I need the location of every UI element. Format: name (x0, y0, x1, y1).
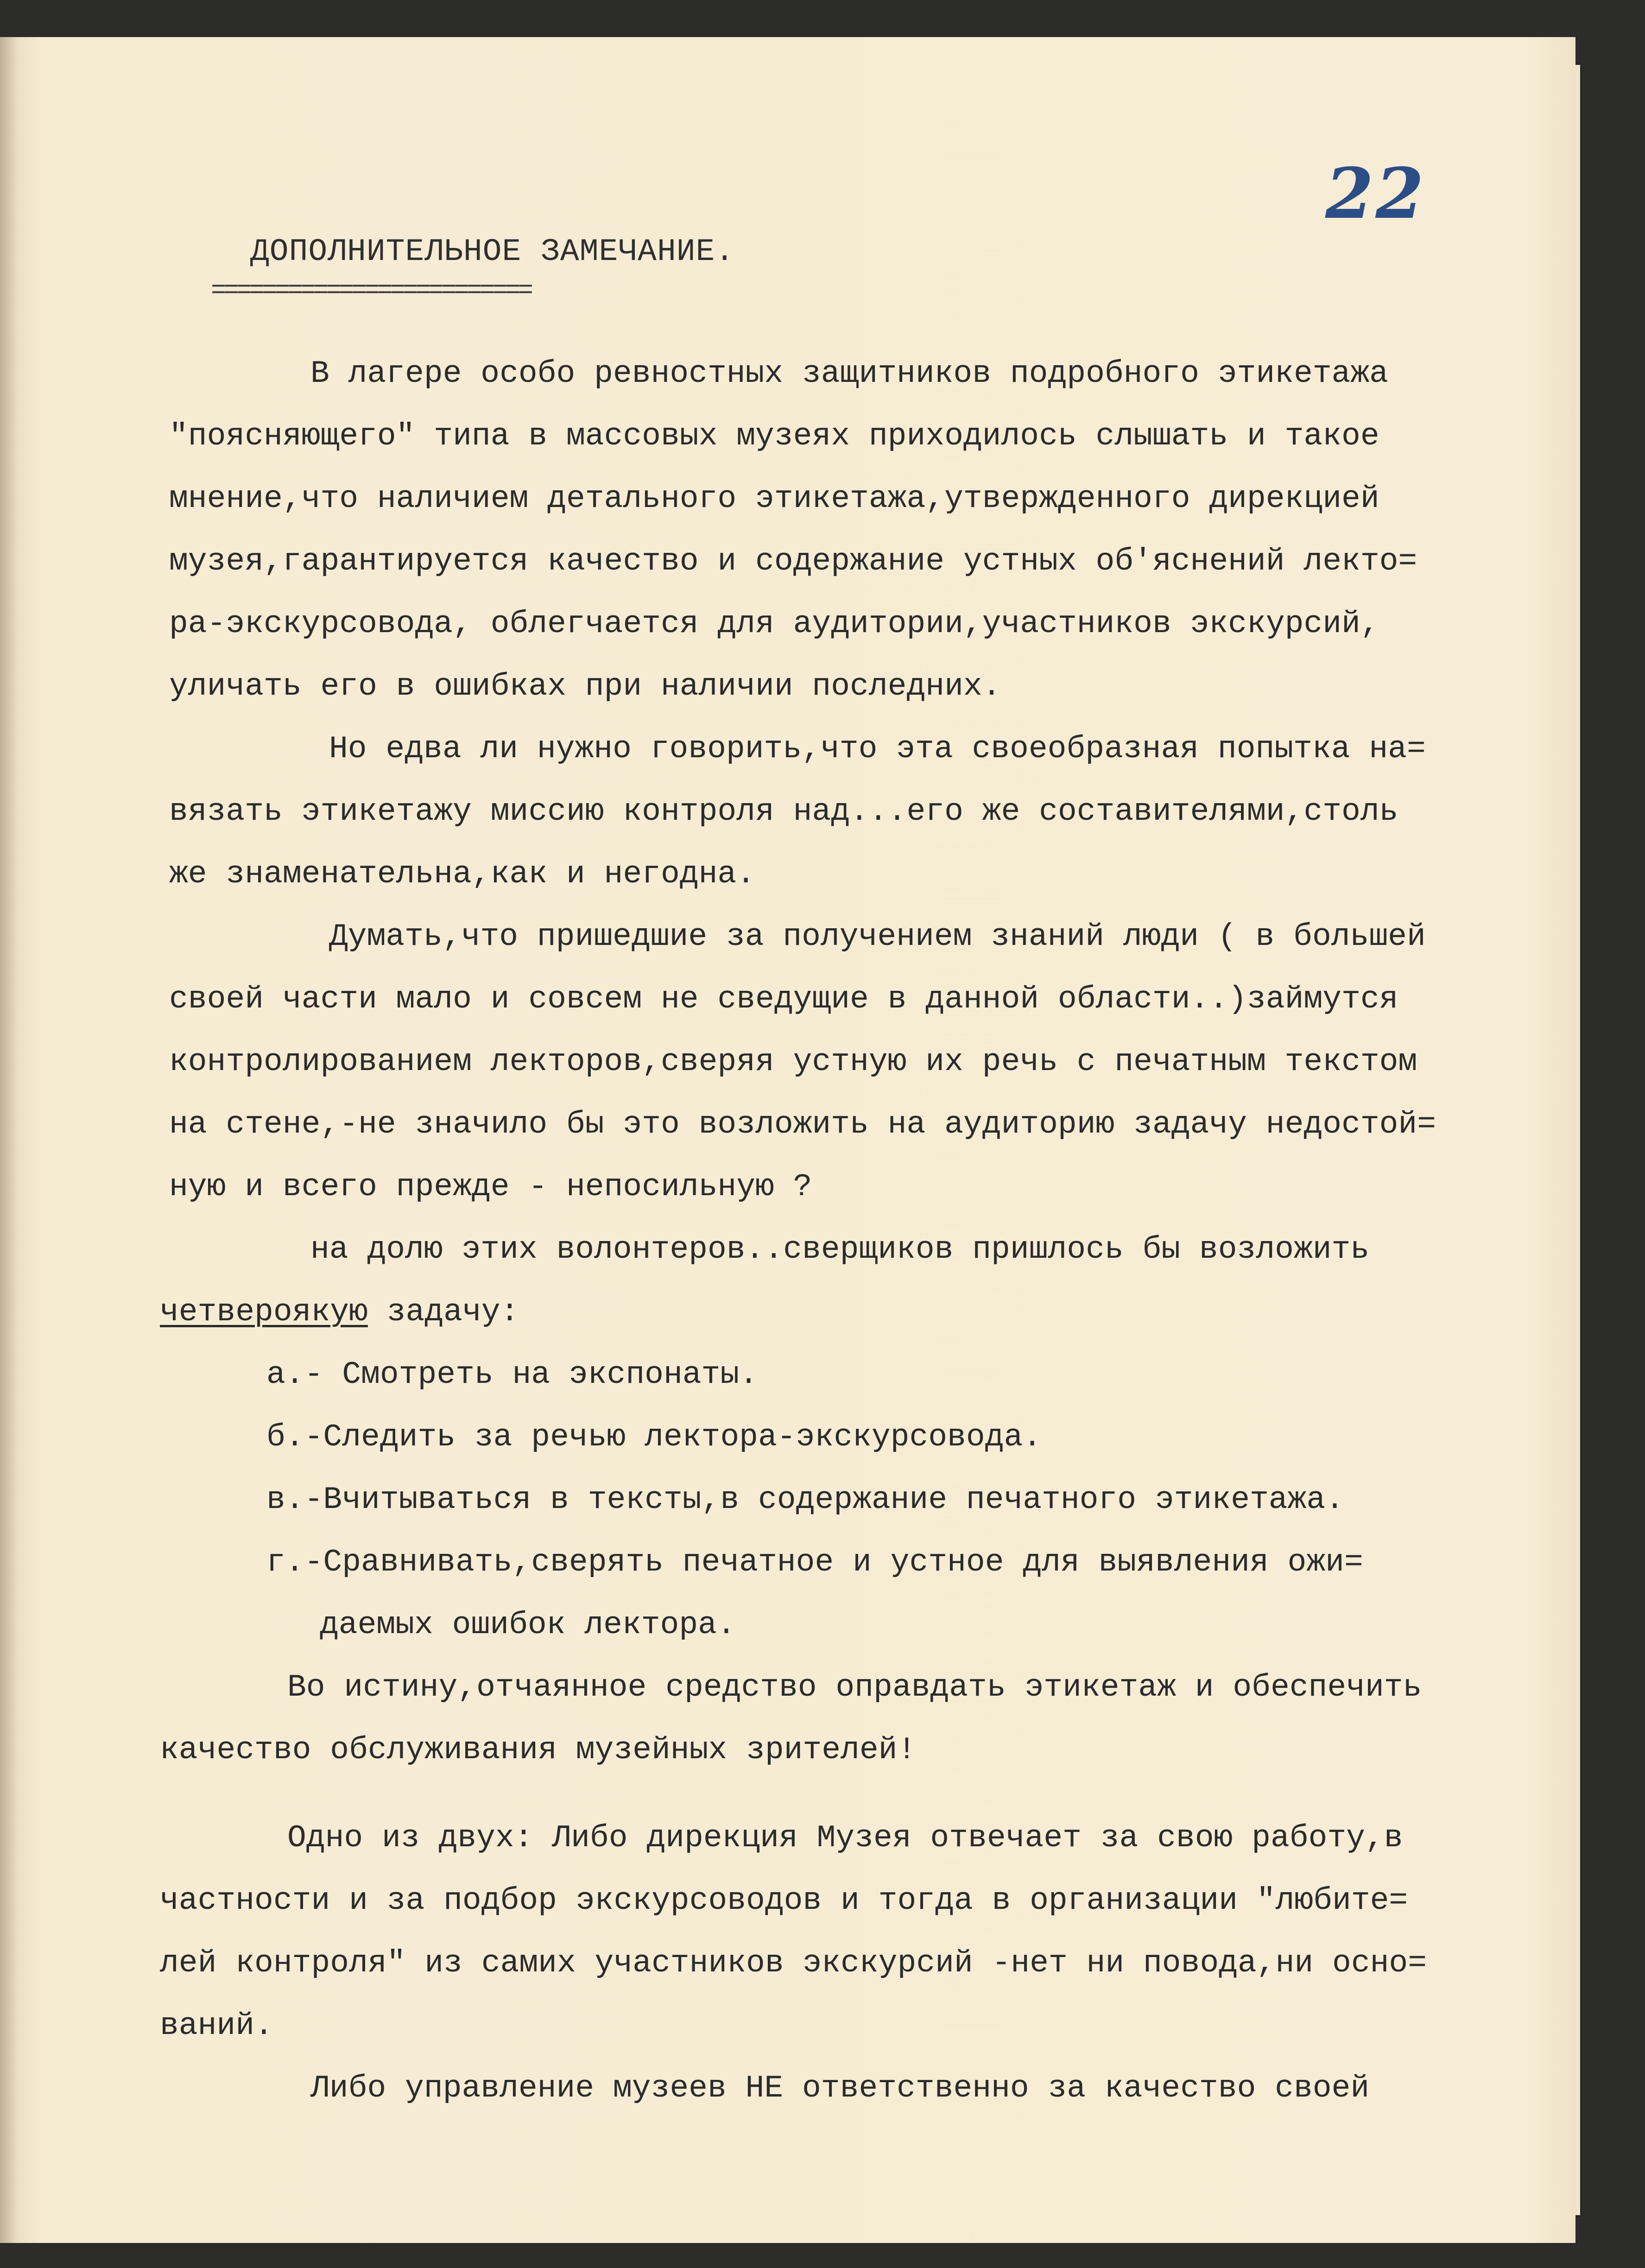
underlined-word: четвероякую (160, 1294, 368, 1330)
text-line-9: же знаменательна,как и негодна. (169, 856, 756, 892)
text-line-7: Но едва ли нужно говорить,что эта своеобразная попытка на= (329, 731, 1426, 767)
text-line-10: Думать,что пришедшие за получением знаний люди ( в большей (329, 919, 1426, 955)
text-line-12: контролированием лекторов,сверяя устную их речь с печатным текстом (169, 1044, 1417, 1080)
text-line-24: Одно из двух: Либо дирекция Музея отвечает за свою работу,в (287, 1820, 1403, 1856)
text-line-5: ра-экскурсовода, облегчается для аудитории,участников экскурсий, (169, 606, 1379, 642)
text-line-28: Либо управление музеев НЕ ответственно за качество своей (310, 2071, 1370, 2106)
text-line-15: на долю этих волонтеров..сверщиков пришлось бы возложить (310, 1232, 1370, 1267)
text-line-13: на стене,-не значило бы это возложить на аудиторию задачу недостой= (169, 1107, 1436, 1142)
list-item-g: г.-Сравнивать,сверять печатное и устное для выявления ожи= (266, 1545, 1363, 1580)
text-line-27: ваний. (160, 2008, 273, 2044)
title-underline: ========================= (211, 276, 531, 305)
text-line-1: В лагере особо ревностных защитников подробного этикетажа (310, 356, 1388, 392)
text-line-22: Во истину,отчаянное средство оправдать этикетаж и обеспечить (287, 1670, 1422, 1705)
text-line-26: лей контроля" из самих участников экскурсий -нет ни повода,ни осно= (160, 1945, 1427, 1981)
list-item-a: а.- Смотреть на экспонаты. (266, 1357, 758, 1393)
page-number: 22 (1325, 153, 1426, 234)
text-line-8: вязать этикетажу миссию контроля над...его же составителями,столь (169, 794, 1398, 830)
text-line-25: частности и за подбор экскурсоводов и тогда в организации "любите= (160, 1883, 1408, 1919)
text-line-2: "поясняющего" типа в массовых музеях приходилось слышать и такое (169, 418, 1379, 454)
text-line-14: ную и всего прежде - непосильную ? (169, 1169, 812, 1205)
text-line-3: мнение,что наличием детального этикетажа,утвержденного дирекцией (169, 481, 1379, 517)
text-line-16 (160, 1294, 519, 1330)
text-line-23: качество обслуживания музейных зрителей! (160, 1732, 917, 1768)
document-title: ДОПОЛНИТЕЛЬНОЕ ЗАМЕЧАНИЕ. (250, 234, 735, 270)
list-item-b: б.-Следить за речью лектора-экскурсовода. (266, 1419, 1042, 1455)
text-line-16-rest: задачу: (386, 1294, 519, 1330)
text-line-4: музея,гарантируется качество и содержание устных об'яснений лекто= (169, 544, 1417, 579)
text-line-6: уличать его в ошибках при наличии последних. (169, 669, 1001, 704)
binding-shadow (0, 37, 19, 2243)
text-line-11: своей части мало и совсем не сведущие в данной области..)займутся (169, 982, 1398, 1017)
list-item-v: в.-Вчитываться в тексты,в содержание печатного этикетажа. (266, 1482, 1344, 1518)
list-item-g-cont: даемых ошибок лектора. (320, 1607, 736, 1643)
